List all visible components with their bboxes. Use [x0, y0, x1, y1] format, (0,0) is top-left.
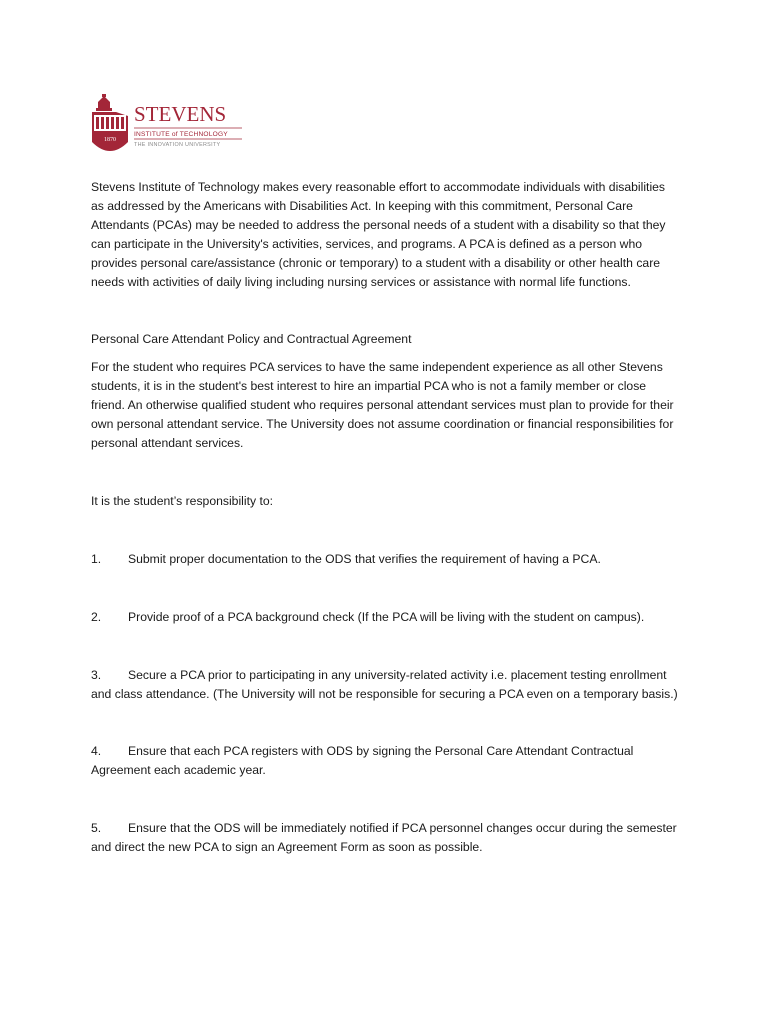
list-item-number: 1. — [91, 551, 102, 566]
logo-wordmark: STEVENS — [134, 102, 227, 126]
stevens-logo — [90, 94, 250, 164]
policy-heading: Personal Care Attendant Policy and Contractual Agreement — [91, 332, 412, 347]
intro-paragraph: Stevens Institute of Technology makes every reasonable effort to accommodate individuals with disabilities as addressed by the Americans with Disabilities Act. In keeping with this commitment, Personal Care Attendants (PCAs) may be needed to address the personal needs of a student with a disability so that they can participate in the University's activities, services, and programs. A PCA is defined as a person who provides personal care/assistance (chronic or temporary) to a student with a disability or other health care needs with activities of daily living including nursing services or assistance with normal life functions. — [91, 180, 666, 289]
list-item-text: Provide proof of a PCA background check (If the PCA will be living with the student on campus). — [128, 609, 645, 624]
list-item-text: Ensure that the ODS will be immediately notified if PCA personnel changes occur during the semester and direct the new PCA to sign an Agreement Form as soon as possible. — [91, 821, 677, 855]
logo-tagline: THE INNOVATION UNIVERSITY — [134, 142, 221, 148]
list-item-text: Secure a PCA prior to participating in any university-related activity i.e. placement testing enrollment and class attendance. (The University will not be responsible for securing a PCA even on a temporary basis.) — [91, 667, 678, 701]
list-item-number: 2. — [91, 609, 102, 624]
list-item-number: 5. — [91, 821, 102, 836]
logo-subline: INSTITUTE of TECHNOLOGY — [134, 131, 228, 138]
list-item — [91, 819, 681, 857]
list-item-number: 3. — [91, 667, 102, 682]
list-item-text: Submit proper documentation to the ODS that verifies the requirement of having a PCA. — [128, 551, 601, 566]
responsibility-lead: It is the student’s responsibility to: — [91, 493, 274, 508]
policy-paragraph: For the student who requires PCA services to have the same independent experience as all other Stevens students, it is in the student's best interest to hire an impartial PCA who is not a family member or close friend. An otherwise qualified student who requires personal attendant services must plan to provide for their own personal attendant service. The University does not assume coordination or financial responsibilities for personal attendant services. — [91, 360, 674, 450]
list-item-text: Ensure that each PCA registers with ODS by signing the Personal Care Attendant Contractual Agreement each academic year. — [91, 744, 634, 778]
list-item-number: 4. — [91, 744, 102, 759]
list-item — [91, 608, 681, 627]
list-item — [91, 550, 681, 569]
list-item — [91, 666, 681, 704]
document-body — [91, 178, 681, 896]
list-item — [91, 742, 681, 780]
seal-year: 1870 — [104, 137, 116, 143]
seal-icon — [92, 94, 128, 151]
